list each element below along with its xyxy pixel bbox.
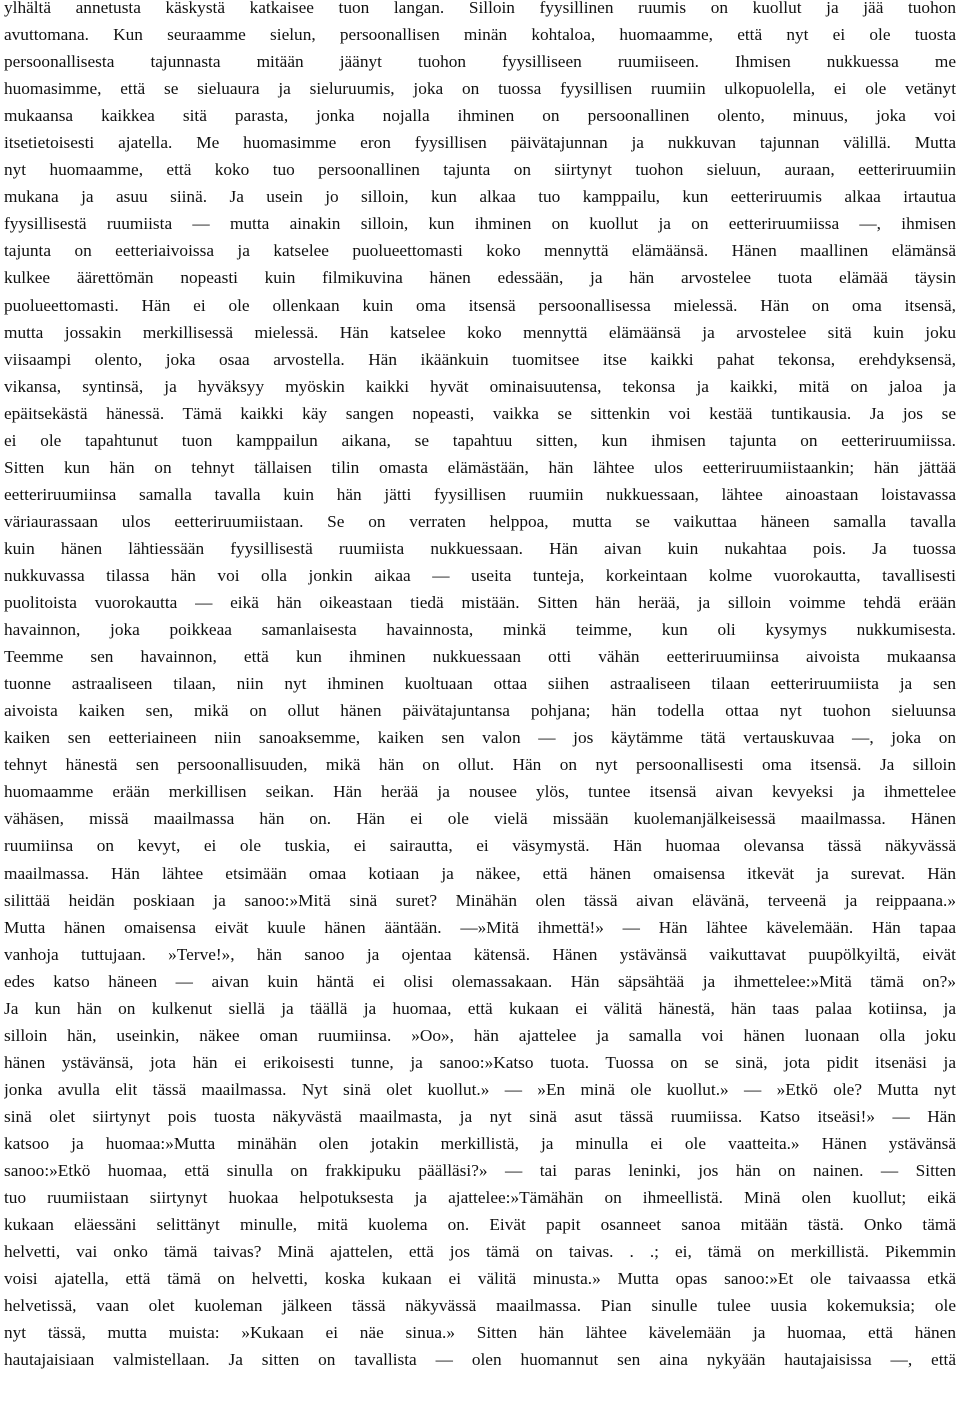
text-line: ei ole tapahtunut tuon kamppailun aikana, se tapahtuu sitten, kun ihmisen tajunta on eetteriruumiissa. (4, 430, 956, 450)
text-line: epäitsekästä hänessä. Tämä kaikki käy sangen nopeasti, vaikka se sittenkin voi kestää tuntikausia. Ja jos se (4, 403, 956, 423)
text-line: aivoista kaiken sen, mikä on ollut hänen päivätajuntansa pohjana; hän todella ottaa nyt tuohon sieluunsa (4, 701, 956, 721)
text-line: katsoo ja huomaa:»Mutta minähän olen jotakin merkillistä, ja minulla ei ole vaatteita.» Hänen ystävänsä (4, 1133, 956, 1153)
text-line: tuo ruumiistaan siirtynyt huokaa helpotuksesta ja ajattelee:»Tämähän on ihmeellistä. Minä olen kuollut; eikä (4, 1188, 956, 1208)
text-line: puolitoista vuorokautta — eikä hän oikeastaan tiedä mistään. Sitten hän herää, ja silloin voimme tehdä erään (4, 593, 956, 613)
text-line: tajunta on eetteriaivoissa ja katselee puolueettomasti koko mennyttä elämäänsä. Hänen maallinen elämänsä (4, 241, 956, 261)
text-line: väriaurassaan ulos eetteriruumiistaan. Se on verraten helppoa, mutta se vaikuttaa häneen samalla tavalla (4, 511, 956, 531)
text-line: vanhoja tuttujaan. »Terve!», hän sanoo ja ojentaa kätensä. Hänen ystävänsä vaikuttavat puupölkyiltä, eivät (4, 944, 956, 964)
text-line: vikansa, syntinsä, ja hyväksyy myöskin kaikki hyvät ominaisuutensa, tekonsa ja kaikki, mitä on jaloa ja (4, 376, 956, 396)
text-line: tuonne astraaliseen tilaan, niin nyt ihminen kuoltuaan ottaa siihen astraaliseen tilaan eetteriruumiista ja sen (4, 674, 956, 694)
text-line: mukaansa kaikkea sitä parasta, jonka nojalla ihminen on persoonallinen olento, minuus, joka voi (4, 106, 956, 126)
text-line: eetteriruumiinsa samalla tavalla kuin hän jätti fyysillisen ruumiin nukkuessaan, lähtee ainoastaan loistavassa (4, 484, 956, 504)
text-line: edes katso häneen — aivan kuin häntä ei olisi olemassakaan. Hän säpsähtää ja ihmettelee:»Mitä tämä on?» (4, 971, 956, 991)
text-line: helvetti, vai onko tämä taivas? Minä ajattelen, että jos tämä on taivas. . .; ei, tämä on merkillistä. Pikemmin (4, 1242, 956, 1262)
text-line: persoonallisesta tajunnasta mitään jäänyt tuohon fyysilliseen ruumiiseen. Ihmisen nukkuessa me (4, 52, 956, 72)
text-line: helvetissä, vaan olet kuoleman jälkeen tässä näkyvässä maailmassa. Pian sinulle tulee uusia kokemuksia; ole (4, 1296, 956, 1316)
text-line: Sitten kun hän on tehnyt tällaisen tilin omasta elämästään, hän lähtee ulos eetteriruumiistaankin; hän jättää (4, 457, 956, 477)
document-page (4, 0, 956, 1373)
text-line: tehnyt hänestä sen persoonallisuuden, mikä hän on ollut. Hän on nyt persoonallisesti oma itsensä. Ja silloin (4, 755, 956, 775)
text-line: mutta jossakin merkillisessä mielessä. Hän katselee koko mennyttä elämäänsä ja arvostelee sitä kuin joku (4, 322, 956, 342)
text-line: viisaampi olento, joka osaa arvostella. Hän ikäänkuin tuomitsee itse kaikki pahat tekonsa, erehdyksensä, (4, 349, 956, 369)
text-line: kulkee äärettömän nopeasti kuin filmikuvina hänen edessään, ja hän arvostelee tuota elämää täysin (4, 268, 956, 288)
text-line: voisi ajatella, että tämä on helvetti, koska kukaan ei välitä minusta.» Mutta opas sanoo:»Et ole taivaassa etkä (4, 1269, 956, 1289)
text-line: vähäsen, missä maailmassa hän on. Hän ei ole vielä missään kuolemanjälkeisessä maailmassa. Hänen (4, 809, 956, 829)
text-line: silittää heidän poskiaan ja sanoo:»Mitä sinä suret? Minähän olen tässä aivan elävänä, terveenä ja reippaana.» (4, 890, 956, 910)
text-line: itsetietoisesti ajatella. Me huomasimme eron fyysillisen päivätajunnan ja nukkuvan tajunnan välillä. Mutta (4, 133, 956, 153)
text-line: nukkuvassa tilassa hän voi olla jonkin aikaa — useita tunteja, korkeintaan kolme vuorokautta, tavallisesti (4, 565, 956, 585)
text-line: nyt tässä, mutta muista: »Kukaan ei näe sinua.» Sitten hän lähtee kävelemään ja huomaa, että hänen (4, 1323, 956, 1343)
text-line: puolueettomasti. Hän ei ole ollenkaan kuin oma itsensä persoonallisessa mielessä. Hän on oma itsensä, (4, 295, 956, 315)
text-line: havainnon, joka poikkeaa samanlaisesta havainnosta, minkä teimme, kun oli kysymys nukkumisesta. (4, 620, 956, 640)
text-line: avuttomana. Kun seuraamme sielun, persoonallisen minän kohtaloa, huomaamme, että nyt ei ole tuosta (4, 25, 956, 45)
text-line: hänen ystävänsä, jota hän ei erikoisesti tunne, ja sanoo:»Katso tuota. Tuossa on se sinä, jota pidit itsenäsi ja (4, 1052, 956, 1072)
text-line: huomasimme, että se sieluaura ja sieluruumis, joka on tuossa fyysillisen ruumiin ulkopuolella, ei ole vetänyt (4, 79, 956, 99)
text-line: Ja kun hän on kulkenut siellä ja täällä ja huomaa, että kukaan ei välitä hänestä, hän taas palaa kotiinsa, ja (4, 998, 956, 1018)
text-line: kaiken sen eetteriaineen niin sanoaksemme, kaiken sen valon — jos käytämme tätä vertauskuvaa —, joka on (4, 728, 956, 748)
text-line: kuin hänen lähtiessään fyysillisestä ruumiista nukkuessaan. Hän aivan kuin nukahtaa pois. Ja tuossa (4, 538, 956, 558)
text-line: hautajaisiaan valmistellaan. Ja sitten on tavallista — olen huomannut sen aina nykyään hautajaisissa —, että (4, 1350, 956, 1370)
text-line: mukana ja asuu siinä. Ja usein jo silloin, kun alkaa tuo kamppailu, kun eetteriruumis alkaa irtautua (4, 187, 956, 207)
text-line: jonka avulla elit tässä maailmassa. Nyt sinä olet kuollut.» — »En minä ole kuollut.» — »Etkö ole? Mutta nyt (4, 1079, 956, 1099)
text-line: Teemme sen havainnon, että kun ihminen nukkuessaan otti vähän eetteriruumiinsa aivoista mukaansa (4, 647, 956, 667)
text-line: nyt huomaamme, että koko tuo persoonallinen tajunta on siirtynyt tuohon sieluun, auraan, eetteriruumiin (4, 160, 956, 180)
text-line: silloin hän, useinkin, näkee oman ruumiinsa. »Oo», hän ajattelee ja samalla voi hänen luonaan olla joku (4, 1025, 956, 1045)
text-line: sinä olet siirtynyt pois tuosta näkyvästä maailmasta, ja nyt sinä asut tässä ruumiissa. Katso itseäsi!» — Hän (4, 1106, 956, 1126)
body-text (4, 0, 956, 1373)
text-line: huomaamme erään merkillisen seikan. Hän herää ja nousee ylös, tuntee itsensä aivan kevyeksi ja ihmettelee (4, 782, 956, 802)
text-line: ylhältä annetusta käskystä katkaisee tuon langan. Silloin fyysillinen ruumis on kuollut ja jää tuohon (4, 0, 956, 17)
text-line: kukaan eläessäni selittänyt minulle, mitä kuolema on. Eivät papit osanneet sanoa mitään tästä. Onko tämä (4, 1215, 956, 1235)
text-line: sanoo:»Etkö huomaa, että sinulla on frakkipuku päälläsi?» — tai paras leninki, jos hän on nainen. — Sitten (4, 1161, 956, 1181)
text-line: Mutta hänen omaisensa eivät kuule hänen ääntään. —»Mitä ihmettä!» — Hän lähtee kävelemään. Hän tapaa (4, 917, 956, 937)
text-line: maailmassa. Hän lähtee etsimään omaa kotiaan ja näkee, että hänen omaisensa itkevät ja surevat. Hän (4, 863, 956, 883)
text-line: fyysillisestä ruumiista — mutta ainakin silloin, kun ihminen on kuollut ja on eetteriruumiissa —, ihmisen (4, 214, 956, 234)
text-line: ruumiinsa on kevyt, ei ole tuskia, ei sairautta, ei väsymystä. Hän huomaa olevansa tässä näkyvässä (4, 836, 956, 856)
